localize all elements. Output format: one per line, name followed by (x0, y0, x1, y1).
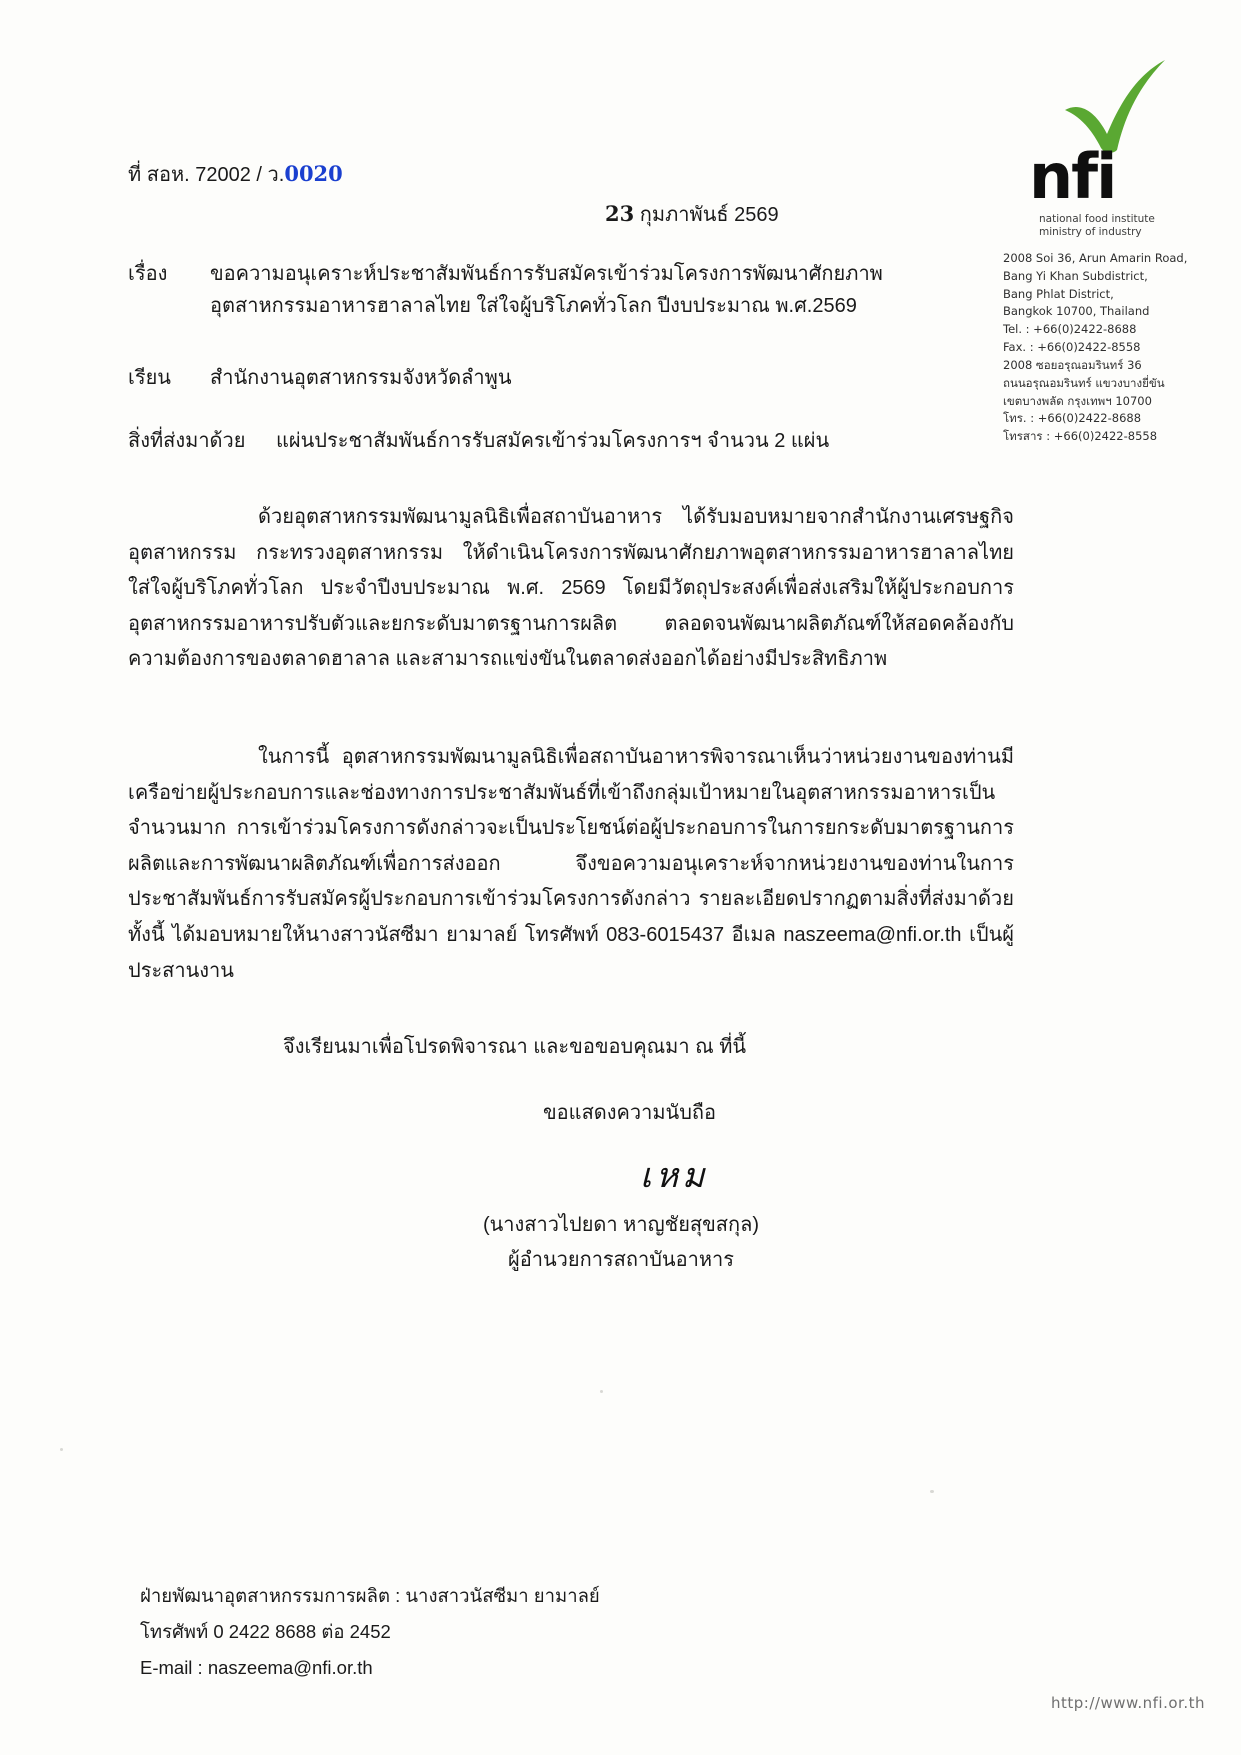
footer-line-2: โทรศัพท์ 0 2422 8688 ต่อ 2452 (140, 1621, 391, 1643)
address-th-4: โทรสาร : +66(0)2422-8558 (1003, 429, 1158, 444)
closing-block (128, 1030, 1014, 1128)
subject-value: ขอความอนุเคราะห์ประชาสัมพันธ์การรับสมัครเข้าร่วมโครงการพัฒนาศักยภาพอุตสาหกรรมอาหารฮาลาลไทย ใส่ใจผู้บริโภคทั่วโลก ปีงบประมาณ พ.ศ.2569 (210, 263, 883, 318)
footer-line-3: E-mail : naszeema@nfi.or.th (140, 1657, 373, 1679)
recipient-row (128, 362, 958, 394)
body-paragraph-1-text: ด้วยอุตสาหกรรมพัฒนามูลนิธิเพื่อสถาบันอาหาร ได้รับมอบหมายจากสำนักงานเศรษฐกิจอุตสาหกรรม กระทรวงอุตสาหกรรม ให้ดำเนินโครงการพัฒนาศักยภาพอุตสาหกรรมอาหารฮาลาลไทย ใส่ใจผู้บริโภคทั่วโลก ประจำปีงบประมาณ พ.ศ. 2569 โดยมีวัตถุประสงค์เพื่อส่งเสริมให้ผู้ประกอบการอุตสาหกรรมอาหารปรับตัวและยกระดับมาตรฐานการผลิต ตลอดจนพัฒนาผลิตภัณฑ์ให้สอดคล้องกับความต้องการของตลาดฮาลาล และสามารถแข่งขันในตลาดส่งออกได้อย่างมีประสิทธิภาพ (128, 506, 1014, 671)
scan-speck (930, 1490, 934, 1493)
subject-row (128, 258, 958, 323)
website-url: http://www.nfi.or.th (1051, 1694, 1205, 1712)
closing-line-2: ขอแสดงความนับถือ (543, 1102, 717, 1124)
enclosure-value: แผ่นประชาสัมพันธ์การรับสมัครเข้าร่วมโครงการฯ จำนวน 2 แผ่น (276, 430, 830, 452)
address-th-1: ถนนอรุณอมรินทร์ แขวงบางยี่ขัน (1003, 375, 1165, 390)
address-th-3: โทร. : +66(0)2422-8688 (1003, 411, 1142, 426)
signer-name: (นางสาวไปยดา หาญชัยสุขสกุล) (482, 1214, 760, 1236)
address-en-3: Bangkok 10700, Thailand (1003, 304, 1150, 319)
body-paragraph-2 (128, 740, 1014, 989)
address-en-1: Bang Yi Khan Subdistrict, (1003, 268, 1148, 283)
nfi-tagline-line1: national food institute (1039, 213, 1155, 225)
document-date-rest: กุมภาพันธ์ 2569 (639, 204, 779, 226)
scan-speck (60, 1448, 63, 1451)
document-date-day: 23 (605, 201, 635, 226)
footer-line-1: ฝ่ายพัฒนาอุตสาหกรรมการผลิต : นางสาวนัสซีมา ยามาลย์ (140, 1585, 600, 1606)
signer-position: ผู้อำนวยการสถาบันอาหาร (508, 1249, 734, 1271)
nfi-wordmark: nfi (1029, 140, 1116, 213)
letterhead-address (1003, 250, 1211, 446)
address-th-2: เขตบางพลัด กรุงเทพฯ 10700 (1003, 393, 1152, 408)
handwritten-signature: เหม (640, 1156, 709, 1196)
document-number (128, 158, 343, 190)
document-date (605, 198, 779, 230)
recipient-label: เรียน (128, 367, 171, 389)
address-en-4: Tel. : +66(0)2422-8688 (1003, 322, 1137, 337)
nfi-logo (1001, 58, 1201, 239)
enclosure-row (128, 425, 988, 457)
address-en-2: Bang Phlat District, (1003, 286, 1114, 301)
recipient-value: สำนักงานอุตสาหกรรมจังหวัดลำพูน (210, 367, 512, 389)
nfi-tagline (1039, 213, 1155, 239)
footer-contact (140, 1578, 600, 1686)
signer-block (128, 1208, 1014, 1278)
enclosure-label: สิ่งที่ส่งมาด้วย (128, 430, 246, 452)
address-en-0: 2008 Soi 36, Arun Amarin Road, (1003, 251, 1188, 265)
letterhead (1001, 58, 1211, 444)
address-th-0: 2008 ซอยอรุณอมรินทร์ 36 (1003, 357, 1142, 372)
closing-line-1: จึงเรียนมาเพื่อโปรดพิจารณา และขอขอบคุณมา ณ ที่นี้ (283, 1036, 747, 1058)
body-paragraph-1 (128, 500, 1014, 678)
subject-label: เรื่อง (128, 263, 168, 285)
scan-speck (600, 1390, 603, 1393)
address-en-5: Fax. : +66(0)2422-8558 (1003, 340, 1141, 355)
document-number-handwritten: 0020 (284, 161, 343, 186)
body-paragraph-2-text: ในการนี้ อุตสาหกรรมพัฒนามูลนิธิเพื่อสถาบันอาหารพิจารณาเห็นว่าหน่วยงานของท่านมีเครือข่ายผู้ประกอบการและช่องทางการประชาสัมพันธ์ที่เข้าถึงกลุ่มเป้าหมายในอุตสาหกรรมอาหารเป็นจำนวนมาก การเข้าร่วมโครงการดังกล่าวจะเป็นประโยชน์ต่อผู้ประกอบการในการยกระดับมาตรฐานการผลิตและการพัฒนาผลิตภัณฑ์เพื่อการส่งออก จึงขอความอนุเคราะห์จากหน่วยงานของท่านในการประชาสัมพันธ์การรับสมัครผู้ประกอบการเข้าร่วมโครงการดังกล่าว รายละเอียดปรากฏตามสิ่งที่ส่งมาด้วย ทั้งนี้ ได้มอบหมายให้นางสาวนัสซีมา ยามาลย์ โทรศัพท์ 083-6015437 อีเมล naszeema@nfi.or.th เป็นผู้ประสานงาน (128, 746, 1014, 982)
document-number-label: ที่ สอห. 72002 / ว. (128, 164, 285, 186)
nfi-tagline-line2: ministry of industry (1039, 226, 1142, 239)
